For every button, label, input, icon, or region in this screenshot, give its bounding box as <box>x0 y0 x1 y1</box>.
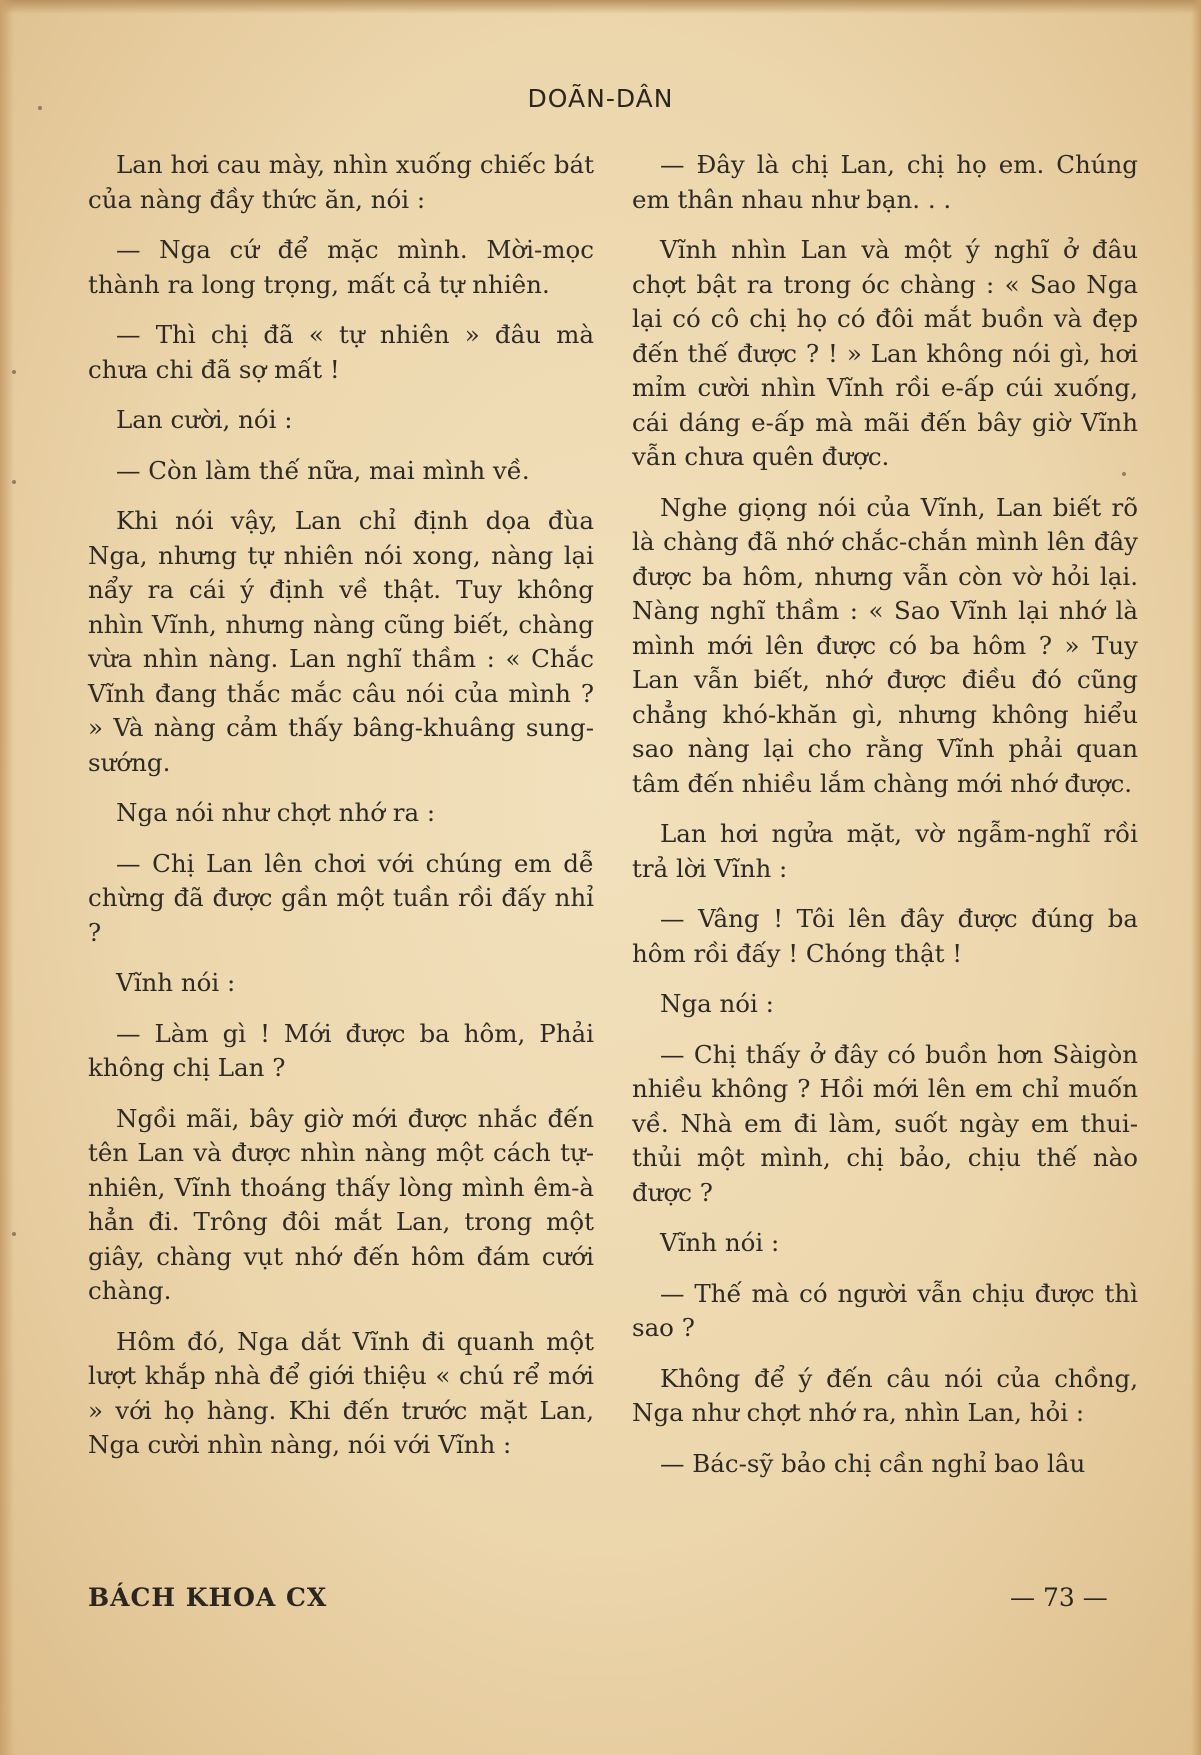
running-header: DOÃN-DÂN <box>527 84 674 113</box>
magazine-name: BÁCH KHOA CX <box>88 1583 328 1612</box>
paragraph: Vĩnh nhìn Lan và một ý nghĩ ở đâu chợt bật ra trong óc chàng : « Sao Nga lại có cô chị họ có đôi mắt buồn và đẹp đến thế được ? ! » Lan không nói gì, hơi mỉm cười nhìn Vĩnh rồi e-ấp cúi xuống, cái dáng e-ấp mà mãi đến bây giờ Vĩnh vẫn chưa quên được. <box>632 235 1138 471</box>
page-number: — 73 — <box>1010 1583 1108 1612</box>
paragraph: — Nga cứ để mặc mình. Mời-mọc thành ra long trọng, mất cả tự nhiên. <box>88 235 594 299</box>
paragraph: Vĩnh nói : <box>116 968 236 997</box>
paragraph: — Vâng ! Tôi lên đây được đúng ba hôm rồi đấy ! Chóng thật ! <box>632 904 1138 968</box>
left-column <box>88 148 594 1479</box>
paragraph: — Còn làm thế nữa, mai mình về. <box>116 455 530 485</box>
paragraph: — Thì chị đã « tự nhiên » đâu mà chưa chi đã sợ mất ! <box>88 320 594 384</box>
paragraph: Lan hơi ngửa mặt, vờ ngẫm-nghĩ rồi trả lời Vĩnh : <box>632 819 1138 883</box>
paragraph: Vĩnh nói : <box>660 1228 780 1257</box>
paragraph: Khi nói vậy, Lan chỉ định dọa đùa Nga, nhưng tự nhiên nói xong, nàng lại nẩy ra cái ý định về thật. Tuy không nhìn Vĩnh, nhưng nàng cũng biết, chàng vừa nhìn nàng. Lan nghĩ thầm : « Chắc Vĩnh đang thắc mắc câu nói của mình ? » Và nàng cảm thấy bâng-khuâng sung-sướng. <box>88 506 594 777</box>
paragraph: Ngồi mãi, bây giờ mới được nhắc đến tên Lan và được nhìn nàng một cách tự-nhiên, Vĩnh thoáng thấy lòng mình êm-à hẳn đi. Trông đôi mắt Lan, trong một giây, chàng vụt nhớ đến hôm đám cưới chàng. <box>88 1103 594 1305</box>
page-edge-shadow-right <box>1191 0 1201 1755</box>
paragraph: Lan cười, nói : <box>116 405 293 434</box>
right-column <box>632 148 1138 1497</box>
paragraph: Không để ý đến câu nói của chồng, Nga như chợt nhớ ra, nhìn Lan, hỏi : <box>632 1363 1138 1427</box>
page-edge-shadow-top <box>0 0 1201 14</box>
paragraph: — Đây là chị Lan, chị họ em. Chúng em thân nhau như bạn. . . <box>632 150 1138 214</box>
paragraph: Nga nói như chợt nhớ ra : <box>116 798 436 827</box>
paragraph: — Chị thấy ở đây có buồn hơn Sàigòn nhiều không ? Hồi mới lên em chỉ muốn về. Nhà em đi làm, suốt ngày em thui-thủi một mình, chị bảo, chịu thế nào được ? <box>632 1039 1138 1207</box>
paragraph: — Chị Lan lên chơi với chúng em dễ chừng đã được gần một tuần rồi đấy nhỉ ? <box>88 848 594 947</box>
paragraph: Nga nói : <box>660 989 774 1018</box>
paragraph: — Thế mà có người vẫn chịu được thì sao ? <box>632 1278 1138 1342</box>
paragraph: Nghe giọng nói của Vĩnh, Lan biết rõ là chàng đã nhớ chắc-chắn mình lên đây được ba hôm, nhưng vẫn còn vờ hỏi lại. Nàng nghĩ thầm : « Sao Vĩnh lại nhớ là mình mới lên được có ba hôm ? » Tuy Lan vẫn biết, nhớ được điều đó cũng chẳng khó-khăn gì, nhưng không hiểu sao nàng lại cho rằng Vĩnh phải quan tâm đến nhiều lắm chàng mới nhớ được. <box>632 492 1138 798</box>
paragraph: — Bác-sỹ bảo chị cần nghỉ bao lâu <box>660 1448 1086 1478</box>
paragraph: Hôm đó, Nga dắt Vĩnh đi quanh một lượt khắp nhà để giới thiệu « chú rể mới » với họ hàng. Khi đến trước mặt Lan, Nga cười nhìn nàng, nói với Vĩnh : <box>88 1326 594 1459</box>
page-edge-shadow-left <box>0 0 14 1755</box>
paragraph: — Làm gì ! Mới được ba hôm, Phải không chị Lan ? <box>88 1018 594 1082</box>
paragraph: Lan hơi cau mày, nhìn xuống chiếc bát của nàng đầy thức ăn, nói : <box>88 150 594 214</box>
